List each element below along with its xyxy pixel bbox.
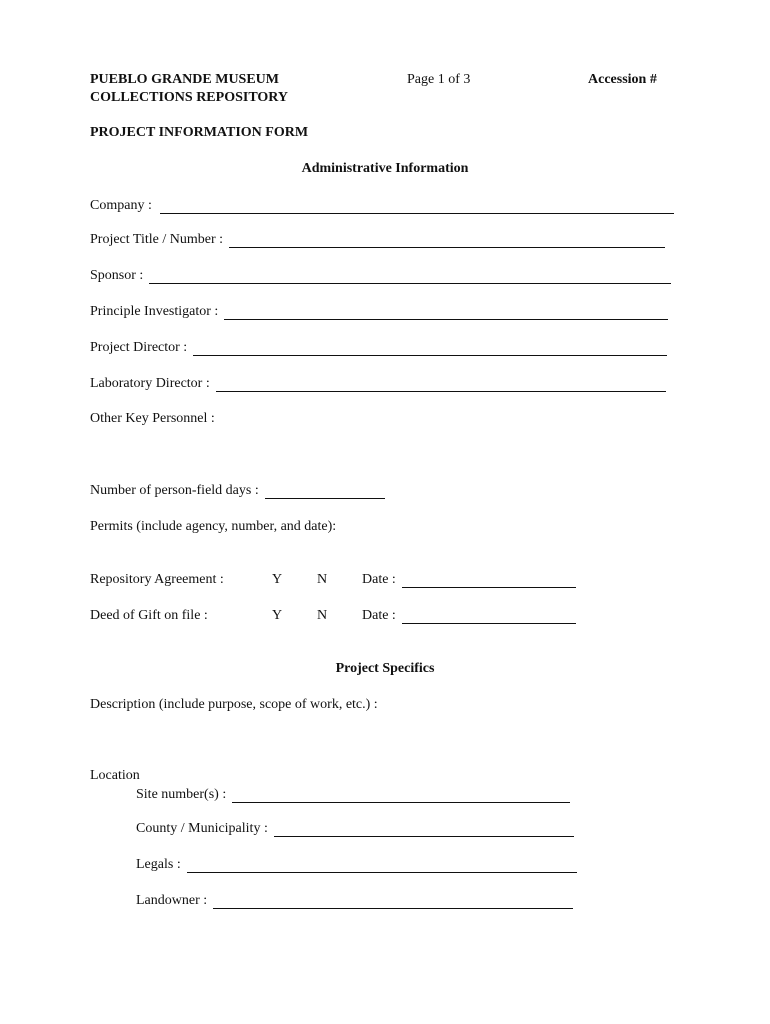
- legals-label: Legals :: [136, 857, 181, 872]
- laboratory-director-row: [90, 375, 666, 392]
- repository-agreement-no[interactable]: N: [317, 572, 328, 587]
- deed-of-gift-label: Deed of Gift on file :: [90, 608, 208, 623]
- other-key-personnel-label: Other Key Personnel :: [90, 411, 215, 426]
- project-title-row: [90, 231, 665, 248]
- repository-agreement-date-row: [362, 571, 576, 588]
- sponsor-label: Sponsor :: [90, 268, 144, 283]
- county-row: [136, 820, 574, 837]
- deed-of-gift-date-row: [362, 607, 576, 624]
- repository-agreement-yes[interactable]: Y: [272, 572, 283, 587]
- landowner-label: Landowner :: [136, 893, 208, 908]
- description-label: Description (include purpose, scope of work, etc.) :: [90, 697, 378, 712]
- sponsor-field[interactable]: [149, 270, 671, 284]
- deed-of-gift-date-label: Date :: [362, 608, 396, 623]
- org-name-line1: PUEBLO GRANDE MUSEUM: [90, 72, 280, 87]
- permits-label: Permits (include agency, number, and date):: [90, 519, 337, 534]
- county-label: County / Municipality :: [136, 821, 268, 836]
- legals-row: [136, 856, 577, 873]
- field-days-field[interactable]: [265, 485, 385, 499]
- project-director-label: Project Director :: [90, 340, 188, 355]
- location-label: Location: [90, 768, 140, 783]
- project-title-label: Project Title / Number :: [90, 232, 223, 247]
- deed-of-gift-yes[interactable]: Y: [272, 608, 283, 623]
- accession-label: Accession #: [588, 72, 657, 87]
- field-days-label: Number of person-field days :: [90, 483, 259, 498]
- section-heading-administrative: Administrative Information: [301, 161, 469, 176]
- county-field[interactable]: [274, 823, 574, 837]
- repository-agreement-date-label: Date :: [362, 572, 396, 587]
- project-title-field[interactable]: [229, 234, 665, 248]
- section-heading-project-specifics: Project Specifics: [335, 661, 435, 676]
- laboratory-director-field[interactable]: [216, 378, 666, 392]
- principal-investigator-label: Principle Investigator :: [90, 304, 219, 319]
- principal-investigator-field[interactable]: [224, 306, 668, 320]
- laboratory-director-label: Laboratory Director :: [90, 376, 210, 391]
- field-days-row: [90, 482, 385, 499]
- legals-field[interactable]: [187, 859, 577, 873]
- deed-of-gift-no[interactable]: N: [317, 608, 328, 623]
- company-field[interactable]: [160, 200, 674, 214]
- repository-agreement-label: Repository Agreement :: [90, 572, 224, 587]
- company-label: Company :: [90, 198, 152, 213]
- site-numbers-row: [136, 786, 570, 803]
- project-director-field[interactable]: [193, 342, 667, 356]
- site-numbers-field[interactable]: [232, 789, 570, 803]
- company-row: [90, 197, 674, 214]
- org-name-line2: COLLECTIONS REPOSITORY: [90, 90, 289, 105]
- sponsor-row: [90, 267, 671, 284]
- deed-of-gift-date-field[interactable]: [402, 610, 576, 624]
- project-director-row: [90, 339, 667, 356]
- landowner-field[interactable]: [213, 895, 573, 909]
- page-number: Page 1 of 3: [407, 72, 471, 87]
- principal-investigator-row: [90, 303, 668, 320]
- site-numbers-label: Site number(s) :: [136, 787, 227, 802]
- form-title: PROJECT INFORMATION FORM: [90, 125, 309, 140]
- repository-agreement-date-field[interactable]: [402, 574, 576, 588]
- landowner-row: [136, 892, 573, 909]
